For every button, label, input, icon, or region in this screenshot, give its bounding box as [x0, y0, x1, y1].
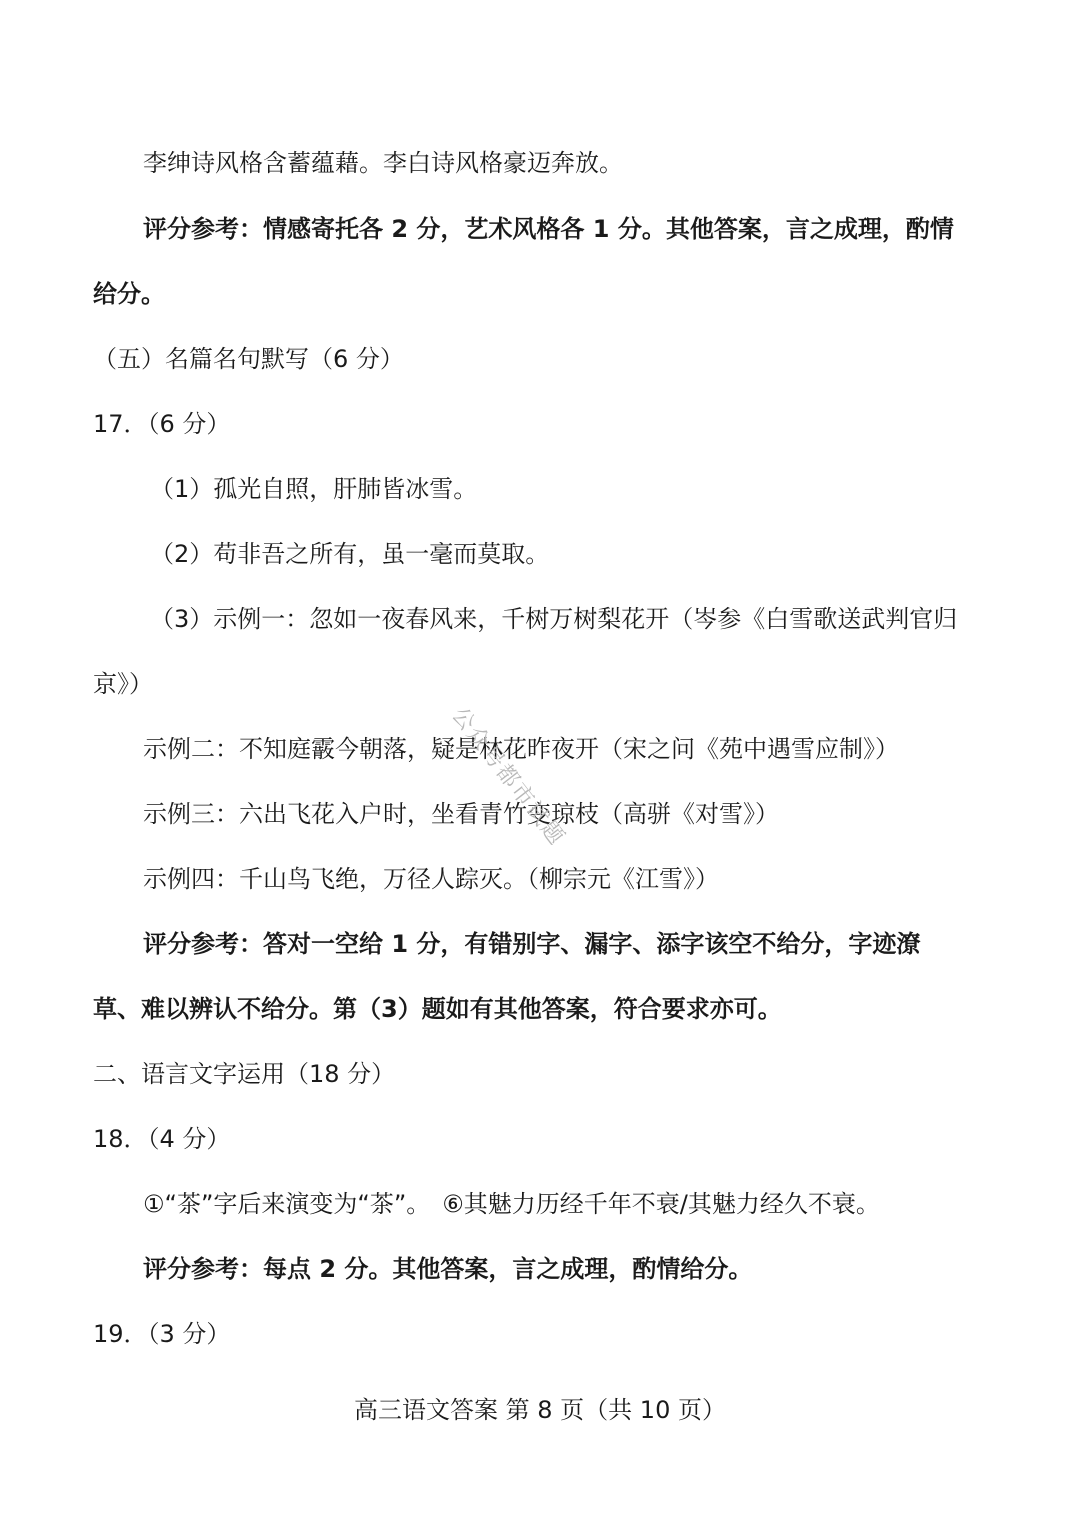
example-line: 示例三：六出飞花入户时，坐看青竹变琼枝（高骈《对雪》）: [143, 800, 779, 828]
example-line: 示例四：千山鸟飞绝，万径人踪灭。（柳宗元《江雪》）: [143, 865, 719, 893]
scoring-note: 评分参考：每点 2 分。其他答案，言之成理，酌情给分。: [143, 1255, 753, 1283]
watermark: 公众号都市试题: [446, 703, 570, 851]
answer-line: （1）孤光自照，肝肺皆冰雪。: [150, 475, 478, 503]
scoring-note-continued: 给分。: [93, 280, 165, 308]
section-heading: 二、语言文字运用（18 分）: [93, 1060, 396, 1088]
answer-line: （2）苟非吾之所有，虽一毫而莫取。: [150, 540, 550, 568]
scoring-note: 评分参考：情感寄托各 2 分，艺术风格各 1 分。其他答案，言之成理，酌情: [143, 215, 954, 243]
question-number: 17．（6 分）: [93, 410, 231, 438]
answer-line-continued: 京》）: [93, 670, 153, 698]
answer-line: ①“茶”字后来演变为“茶”。 ⑥其魅力历经千年不衰/其魅力经久不衰。: [143, 1190, 880, 1218]
example-line: 示例二：不知庭霰今朝落，疑是林花昨夜开（宋之问《苑中遇雪应制》）: [143, 735, 899, 763]
question-number: 18．（4 分）: [93, 1125, 231, 1153]
page-footer: 高三语文答案 第 8 页（共 10 页）: [354, 1396, 726, 1424]
answer-line: 李绅诗风格含蓄蕴藉。李白诗风格豪迈奔放。: [143, 149, 623, 177]
section-heading: （五）名篇名句默写（6 分）: [93, 345, 404, 373]
question-number: 19．（3 分）: [93, 1320, 231, 1348]
answer-line: （3）示例一：忽如一夜春风来，千树万树梨花开（岑参《白雪歌送武判官归: [150, 605, 958, 633]
scoring-note: 评分参考：答对一空给 1 分，有错别字、漏字、添字该空不给分，字迹潦: [143, 930, 921, 958]
scoring-note-continued: 草、难以辨认不给分。第（3）题如有其他答案，符合要求亦可。: [93, 995, 782, 1023]
